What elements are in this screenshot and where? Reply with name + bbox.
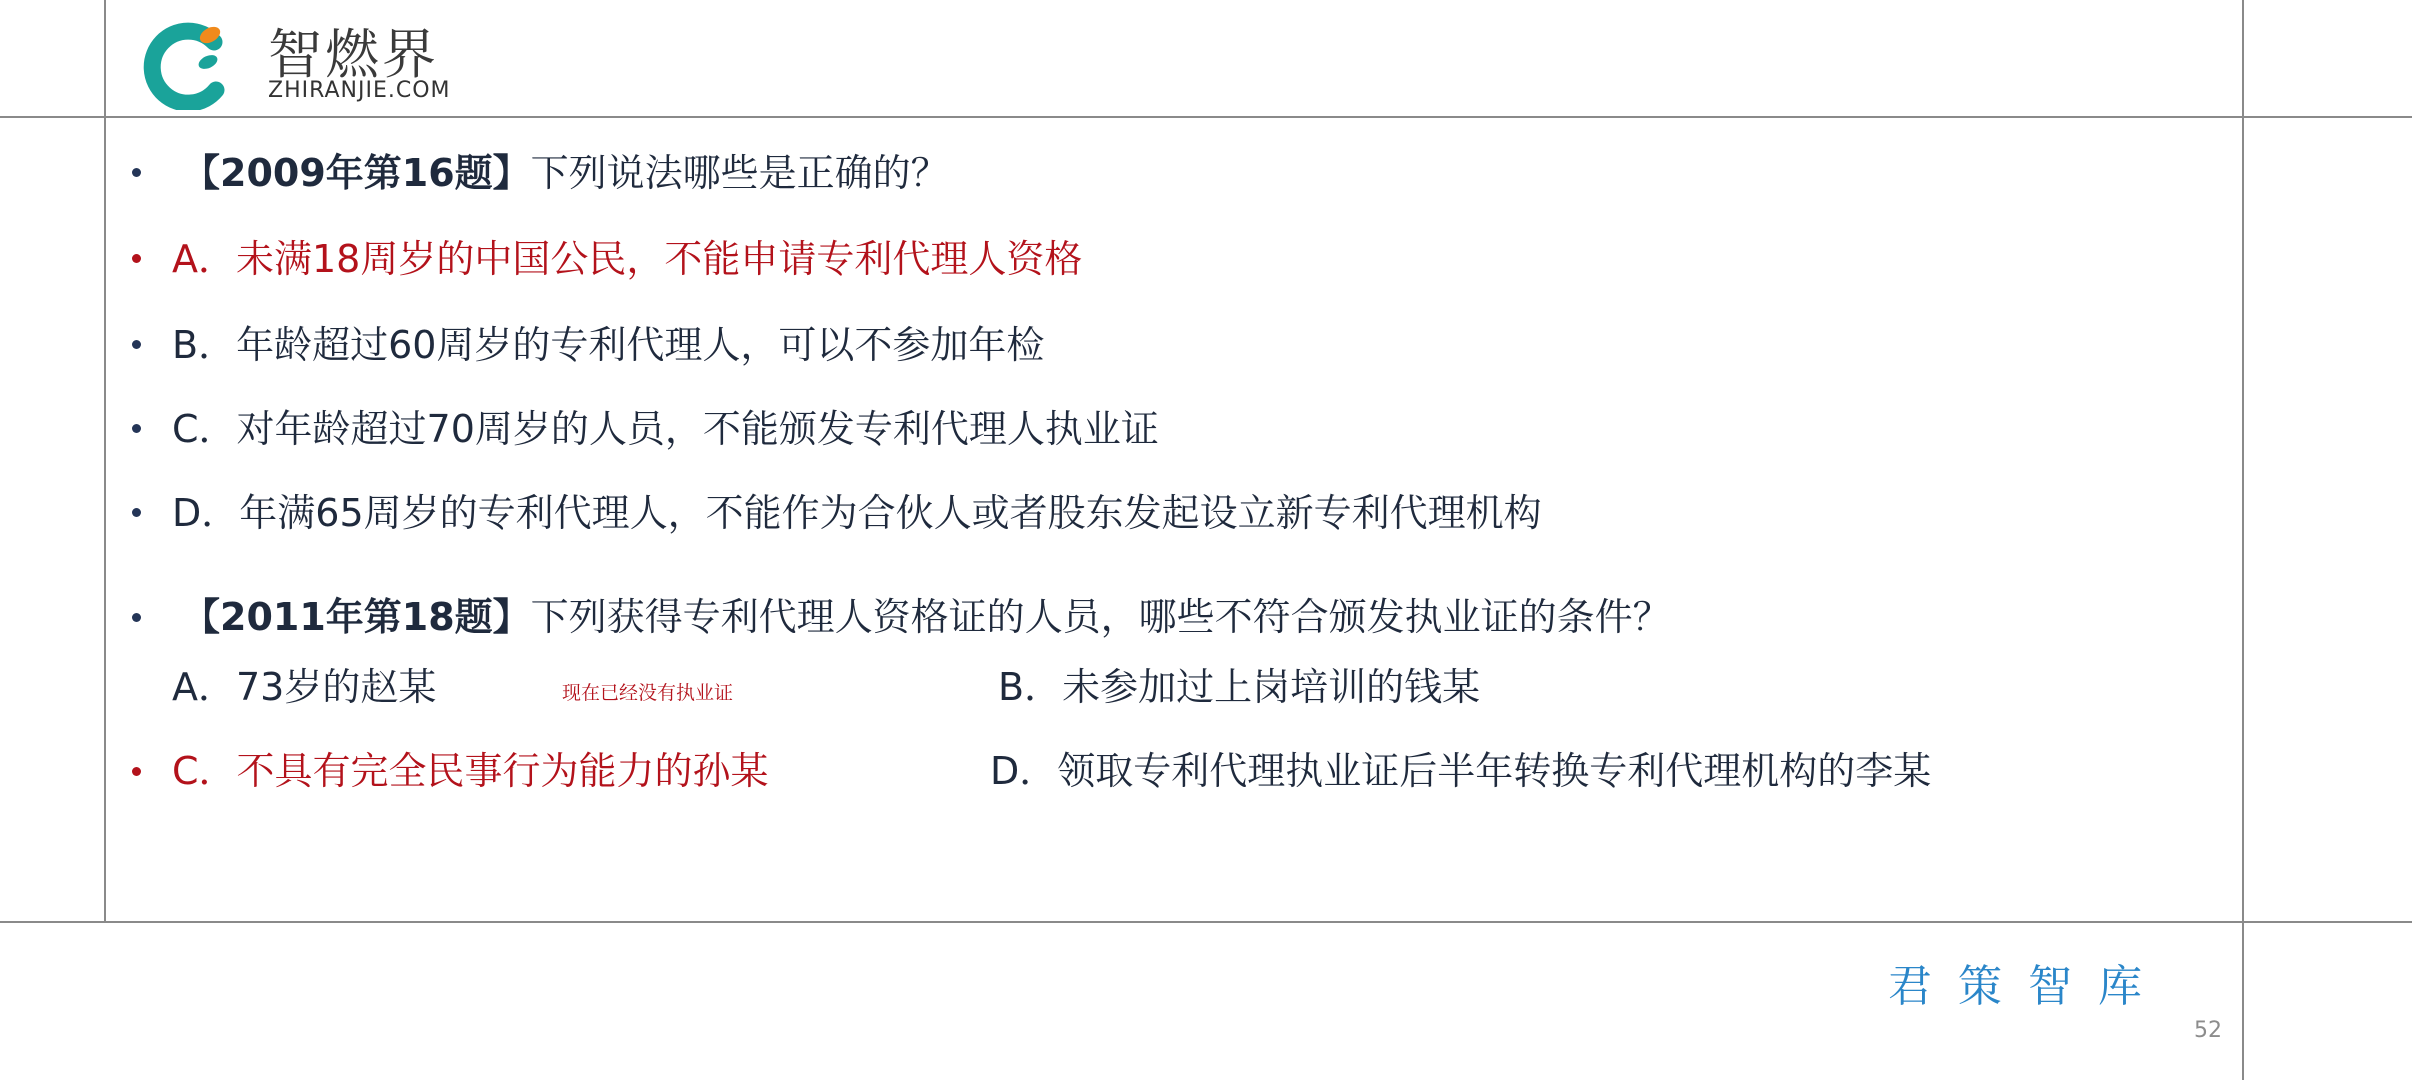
- question-2009-16: [182, 148, 949, 198]
- zhiranjie-logo-icon: [140, 20, 240, 110]
- bullet: [132, 340, 141, 349]
- page-number: 52: [2194, 1018, 2222, 1043]
- q2-option-a: A．73岁的赵某: [172, 665, 437, 709]
- option-a-correct: A．未满18周岁的中国公民，不能申请专利代理人资格: [172, 237, 1083, 281]
- logo-chinese-name: 智燃界: [268, 23, 439, 86]
- brand-name: 君策智库: [1888, 961, 2168, 1012]
- frame-right-rule: [2242, 0, 2244, 1080]
- question-text: 下列说法哪些是正确的？: [530, 151, 949, 195]
- bullet: [132, 424, 141, 433]
- question-tag: 【2009年第16题】: [182, 151, 531, 195]
- bullet: [132, 508, 141, 517]
- bullet: [132, 767, 141, 776]
- option-b: B．年龄超过60周岁的专利代理人，可以不参加年检: [172, 323, 1045, 367]
- footer-rule: [0, 921, 2412, 923]
- bullet: [132, 254, 141, 263]
- zhiranjie-logo: [140, 8, 470, 108]
- header-rule: [0, 116, 2412, 118]
- logo-english-name: ZHIRANJIE.COM: [268, 78, 451, 103]
- question-text: 下列获得专利代理人资格证的人员，哪些不符合颁发执业证的条件？: [530, 595, 1671, 639]
- question-2011-18: [182, 592, 1671, 642]
- question-tag: 【2011年第18题】: [182, 595, 531, 639]
- q2-option-d: D．领取专利代理执业证后半年转换专利代理机构的李某: [990, 749, 1932, 793]
- bullet: [132, 168, 141, 177]
- bullet: [132, 613, 141, 622]
- option-d: D．年满65周岁的专利代理人，不能作为合伙人或者股东发起设立新专利代理机构: [172, 491, 1542, 535]
- option-c: C．对年龄超过70周岁的人员，不能颁发专利代理人执业证: [172, 407, 1159, 451]
- frame-left-rule: [104, 0, 106, 922]
- q2-option-a-note: 现在已经没有执业证: [562, 682, 734, 704]
- q2-option-c-correct: C．不具有完全民事行为能力的孙某: [172, 749, 769, 793]
- q2-option-b: B．未参加过上岗培训的钱某: [998, 665, 1481, 709]
